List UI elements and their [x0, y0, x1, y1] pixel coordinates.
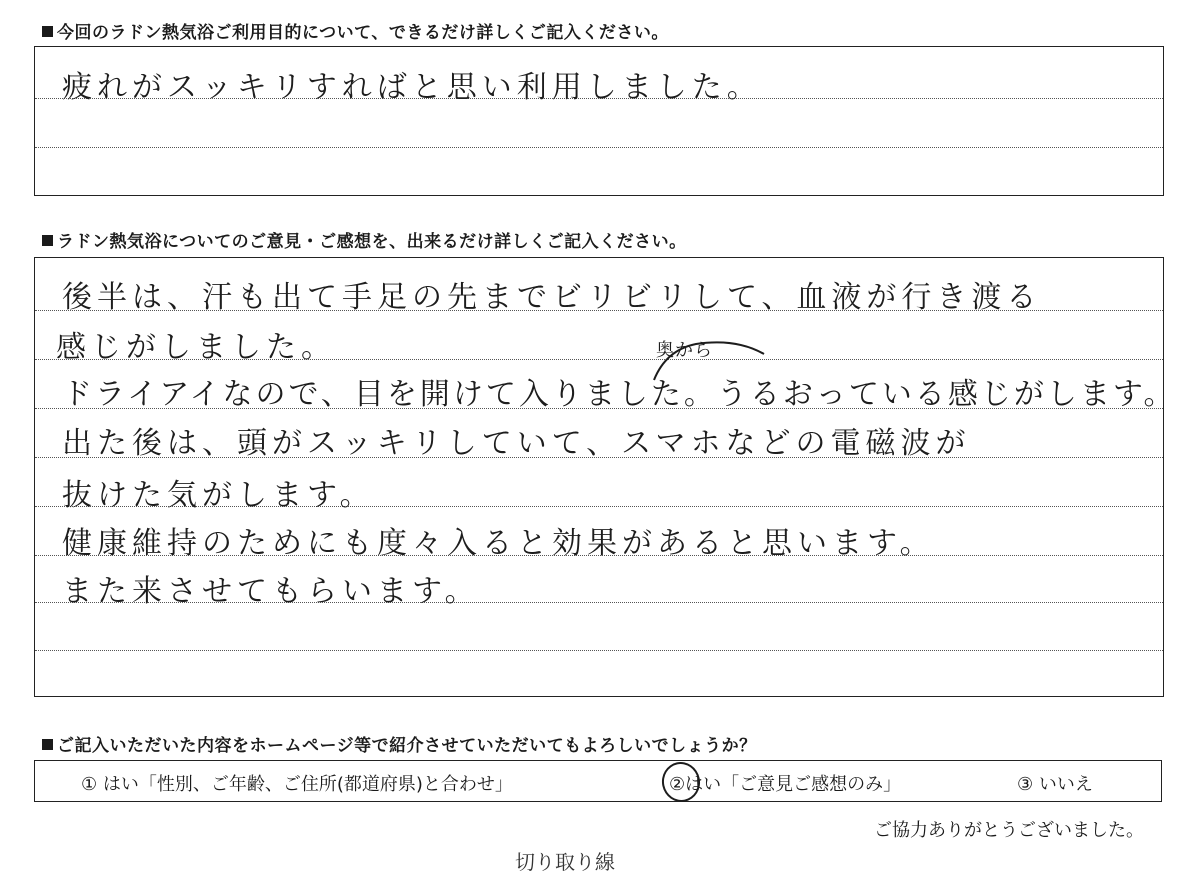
q2-heading: ラドン熱気浴についてのご意見・ご感想を、出来るだけ詳しくご記入ください。	[42, 227, 687, 252]
q3-options-box	[34, 760, 1162, 802]
q2-handwritten-line-2: 感じがしました。	[56, 330, 336, 365]
option-yes-with-details[interactable]: ① はい「性別、ご年齢、ご住所(都道府県)と合わせ」	[81, 774, 513, 795]
bullet-square-icon	[42, 739, 53, 750]
insertion-caret-mark	[636, 330, 776, 390]
q2-handwritten-line-4: 出た後は、頭がスッキリしていて、スマホなどの電磁波が	[62, 426, 971, 461]
q2-handwritten-insertion: 奥から	[656, 340, 713, 361]
q2-handwritten-line-5: 抜けた気がします。	[62, 478, 375, 513]
dotted-rule	[35, 147, 1163, 148]
dotted-rule	[35, 650, 1163, 651]
bullet-square-icon	[42, 26, 53, 37]
q3-heading: ご記入いただいた内容をホームページ等で紹介させていただいてもよろしいでしょうか？	[42, 731, 757, 756]
q2-handwritten-line-6: 健康維持のためにも度々入ると効果があると思います。	[62, 526, 935, 561]
thanks-text: ご協力ありがとうございました。	[874, 820, 1144, 841]
q2-handwritten-line-7: また来させてもらいます。	[62, 574, 480, 609]
q1-handwritten-line-1: 疲れがスッキリすればと思い利用しました。	[62, 70, 762, 105]
q1-heading: 今回のラドン熱気浴ご利用目的について、できるだけ詳しくご記入ください。	[42, 18, 669, 43]
bullet-square-icon	[42, 235, 53, 246]
q2-handwritten-line-3: ドライアイなので、目を開けて入りました。うるおっている感じがします。	[62, 377, 1177, 412]
option-no[interactable]: ③ いいえ	[1017, 774, 1093, 795]
q2-handwritten-line-1: 後半は、汗も出て手足の先までビリビリして、血液が行き渡る	[62, 280, 1042, 315]
option-yes-comments-only[interactable]: ②はい「ご意見ご感想のみ」	[669, 774, 902, 795]
cut-line-label: 切り取り線	[515, 850, 615, 874]
